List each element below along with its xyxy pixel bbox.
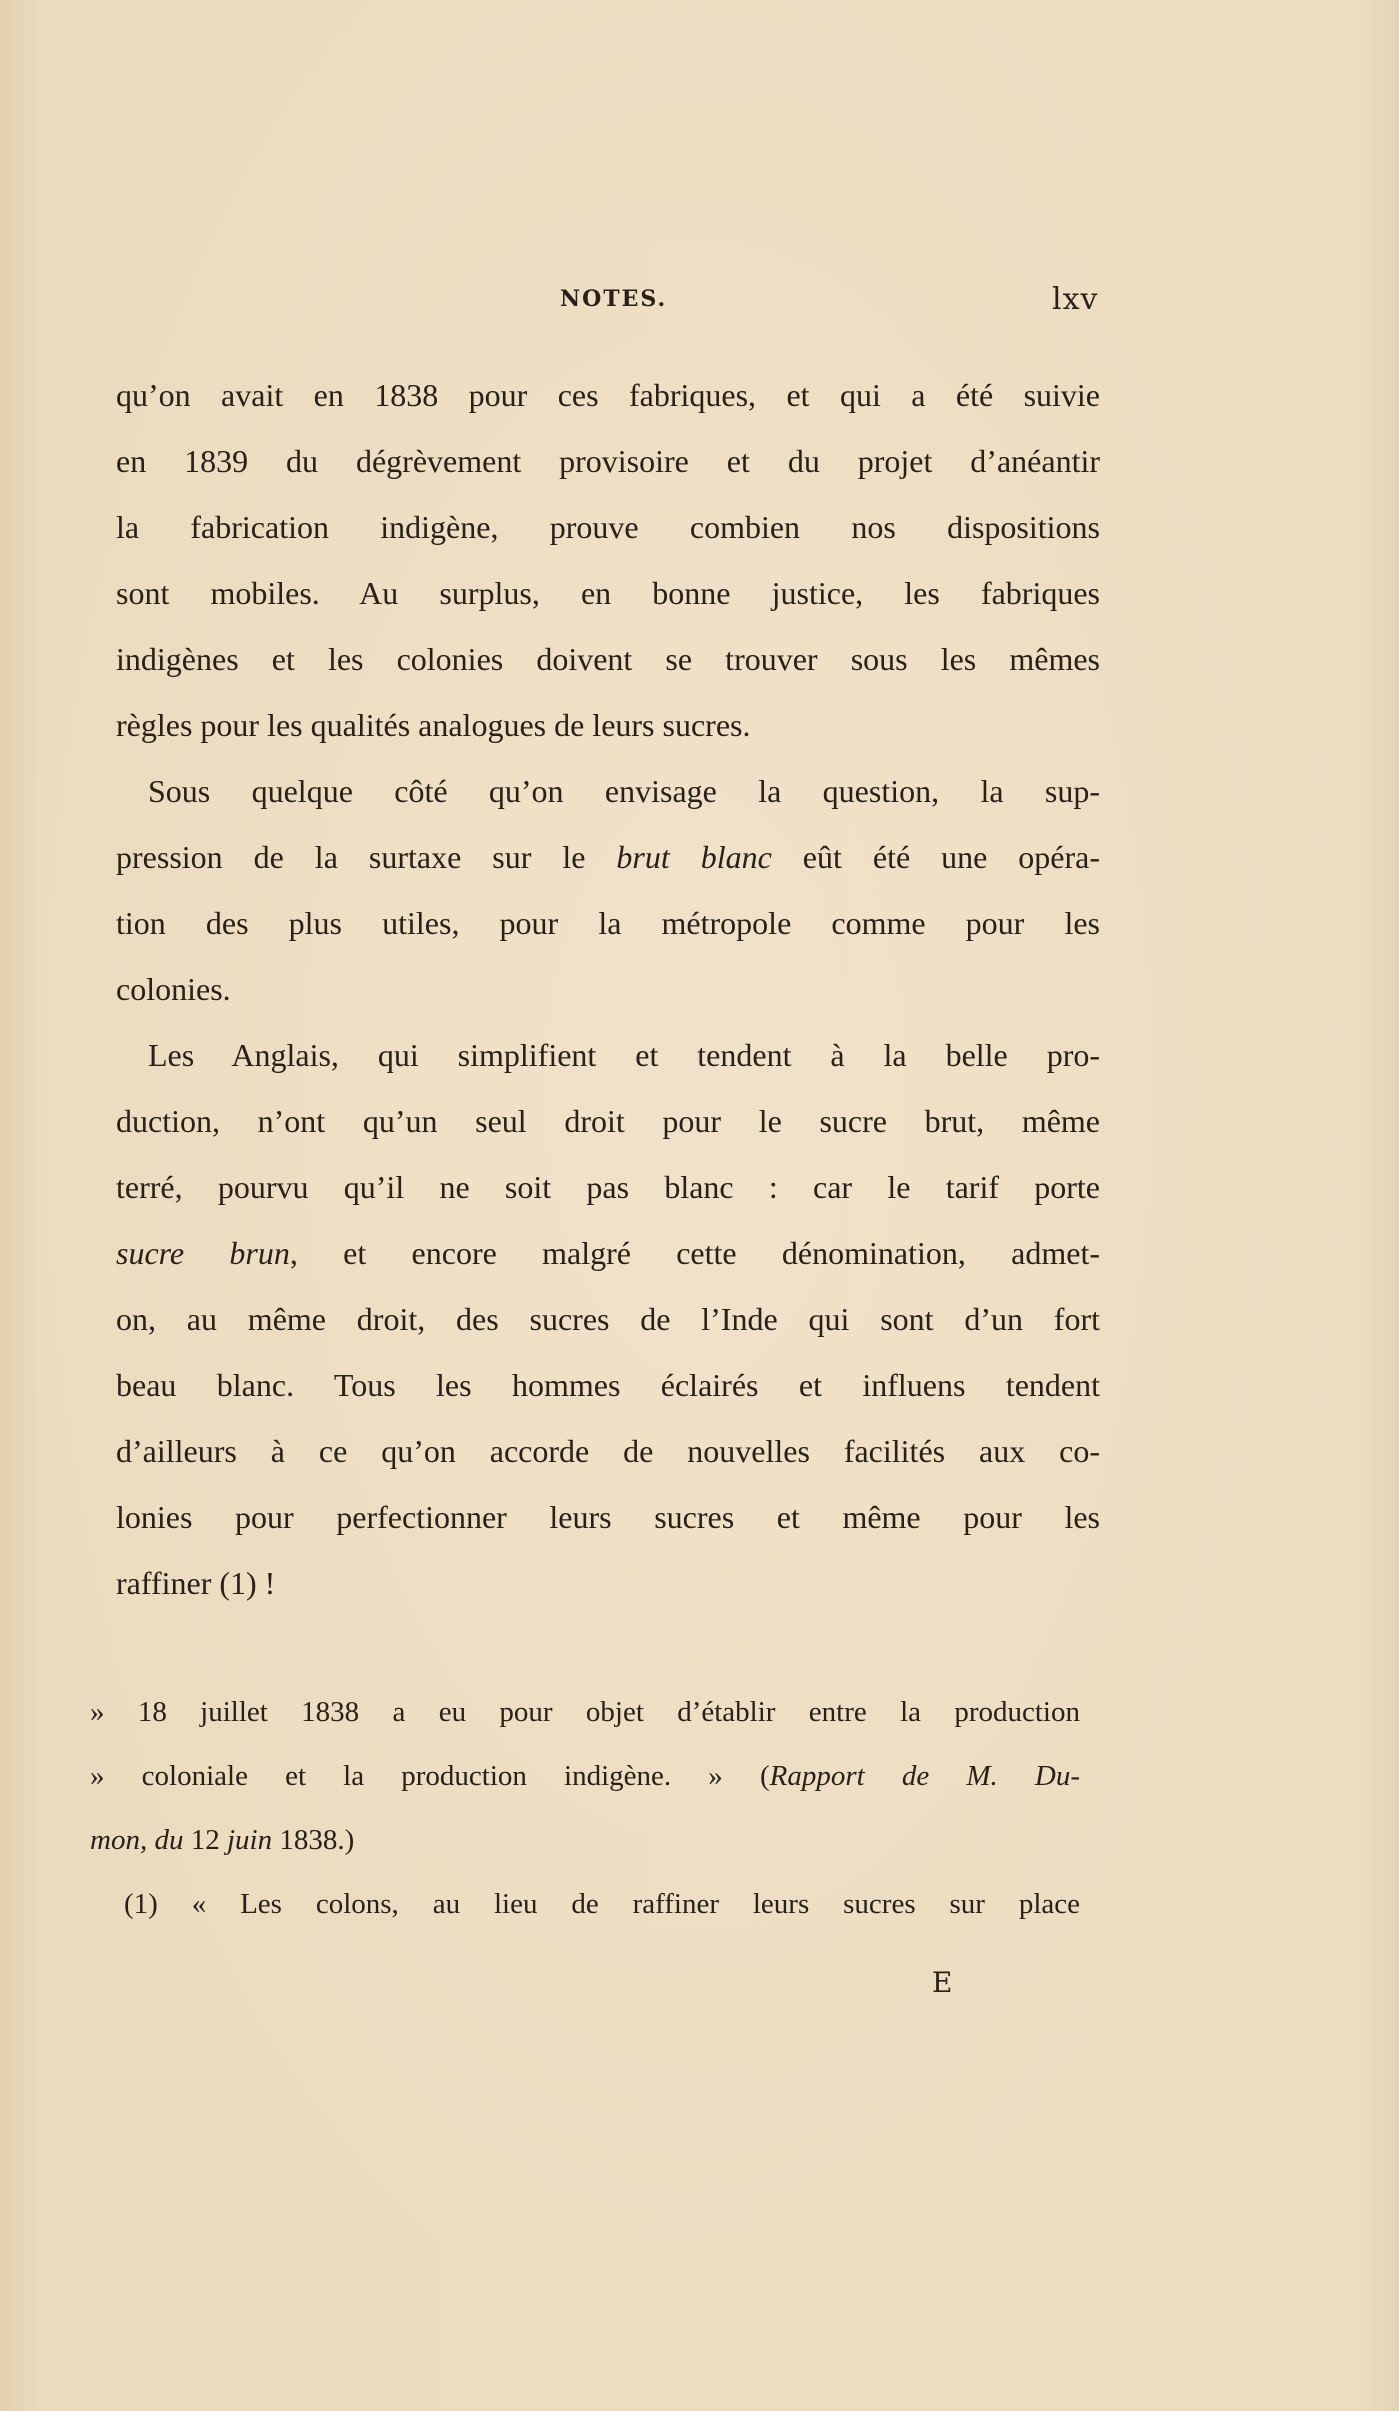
italic-citation: Rapport de M. Du- (769, 1760, 1080, 1792)
text-line: d’ailleurs à ce qu’on accorde de nouvelles facilités aux co- (116, 1433, 1100, 1469)
text-segment: » coloniale et la production indigène. » ( (90, 1760, 770, 1792)
text-line: tion des plus utiles, pour la métropole comme pour les (116, 905, 1100, 941)
text-line: règles pour les qualités analogues de leurs sucres. (116, 707, 751, 743)
running-head-title: NOTES. (560, 286, 668, 312)
italic-term: sucre brun (116, 1235, 290, 1271)
footnote-line: (1) « Les colons, au lieu de raffiner leurs sucres sur place (124, 1888, 1080, 1920)
text-line: beau blanc. Tous les hommes éclairés et influens tendent (116, 1367, 1100, 1403)
text-line (116, 1220, 1100, 1286)
text-segment: eût été une opéra- (771, 839, 1101, 875)
text-line (116, 824, 1100, 890)
text-line: raffiner (1) ! (116, 1565, 276, 1601)
text-line: Sous quelque côté qu’on envisage la question, la sup- (148, 773, 1100, 809)
italic-citation: mon, du (90, 1824, 184, 1856)
text-line: Les Anglais, qui simplifient et tendent à la belle pro- (148, 1037, 1100, 1073)
text-line: sont mobiles. Au surplus, en bonne justice, les fabriques (116, 575, 1100, 611)
text-line: en 1839 du dégrèvement provisoire et du projet d’anéantir (116, 443, 1100, 479)
text-line: la fabrication indigène, prouve combien nos dispositions (116, 509, 1100, 545)
text-segment: pression de la surtaxe sur le (116, 839, 617, 875)
footnote-line: » 18 juillet 1838 a eu pour objet d’établir entre la production (90, 1696, 1080, 1728)
text-line: indigènes et les colonies doivent se trouver sous les mêmes (116, 641, 1100, 677)
text-line: terré, pourvu qu’il ne soit pas blanc : car le tarif porte (116, 1169, 1100, 1205)
text-line: qu’on avait en 1838 pour ces fabriques, et qui a été suivie (116, 377, 1100, 413)
signature-mark: E (932, 1966, 953, 1999)
text-line: colonies. (116, 971, 231, 1007)
italic-citation: juin (226, 1824, 273, 1856)
page-number: lxv (1052, 282, 1099, 317)
text-line: on, au même droit, des sucres de l’Inde qui sont d’un fort (116, 1301, 1100, 1337)
footnotes (90, 1680, 1080, 1936)
main-text (116, 362, 1100, 1616)
text-line: lonies pour perfectionner leurs sucres et même pour les (116, 1499, 1100, 1535)
footnote-line (90, 1808, 1080, 1872)
text-line: duction, n’ont qu’un seul droit pour le sucre brut, même (116, 1103, 1100, 1139)
footnote-line (90, 1744, 1080, 1808)
text-segment: 1838.) (272, 1824, 355, 1856)
text-segment: , et encore malgré cette dénomination, admet- (289, 1235, 1101, 1271)
text-segment: 12 (183, 1824, 227, 1856)
italic-term: brut blanc (616, 839, 772, 875)
